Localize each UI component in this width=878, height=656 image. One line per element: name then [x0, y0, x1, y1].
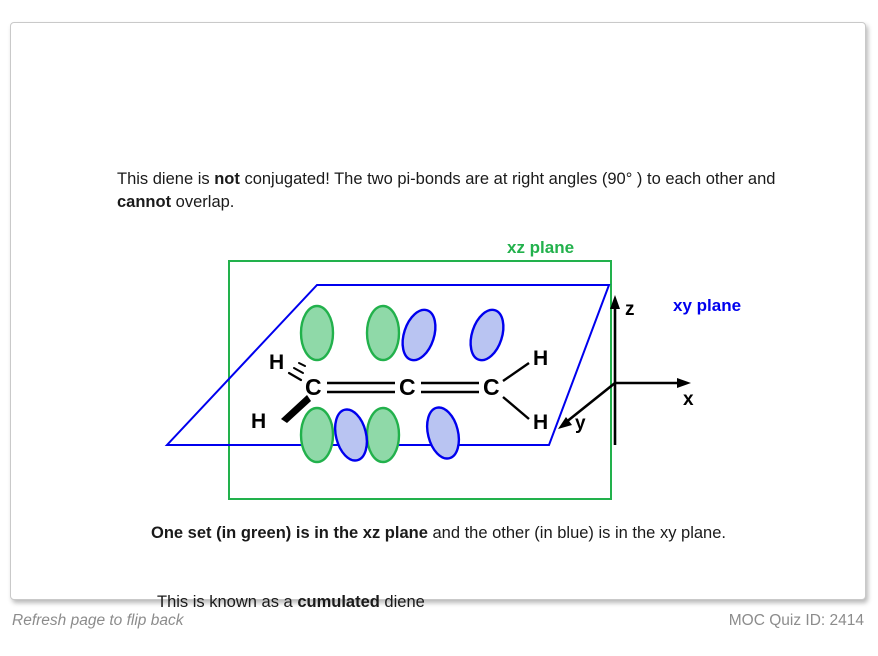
- atom-label-h-3: H: [533, 347, 549, 370]
- double-bond-right: [421, 383, 479, 392]
- refresh-hint: Refresh page to flip back: [12, 612, 184, 629]
- intro-text-2: conjugated! The two pi-bonds are at right angles (90° ) to each other and: [239, 169, 776, 188]
- orbital-green-up-2: [367, 306, 399, 360]
- orbital-diagram: [131, 223, 811, 513]
- intro-text-1: This diene is: [117, 169, 215, 188]
- quiz-card: [10, 22, 866, 611]
- orbital-blue-up-2: [465, 306, 510, 365]
- double-bond-left: [327, 383, 395, 392]
- atom-label-h-4: H: [533, 411, 549, 434]
- atom-label-c-3: C: [483, 374, 500, 400]
- xz-plane-rect: [229, 261, 611, 499]
- bond-right-upper: [503, 363, 529, 381]
- cumulated-text-2: diene: [379, 592, 425, 611]
- axis-x-arrow: [677, 378, 691, 388]
- orbital-green-down-1: [301, 408, 333, 462]
- label-axis-x: x: [683, 389, 694, 410]
- conclusion-bold-green: One set (in green) is in the xz plane: [151, 523, 428, 542]
- cumulated-text-1: This is known as a: [157, 592, 298, 611]
- atom-label-h-2: H: [251, 410, 267, 433]
- orbital-blue-up-1: [397, 306, 442, 365]
- quiz-id-label: MOC Quiz ID: 2414: [728, 612, 864, 629]
- atom-label-c-1: C: [305, 374, 322, 400]
- orbital-blue-down-2: [422, 404, 464, 462]
- intro-bold-not: not: [214, 169, 240, 188]
- axis-y-line: [565, 383, 615, 423]
- label-axis-y: y: [575, 413, 586, 434]
- orbital-blue-down-1: [330, 406, 372, 464]
- atom-label-c-2: C: [399, 374, 416, 400]
- atom-label-h-1: H: [269, 351, 285, 374]
- label-xy-plane: xy plane: [673, 296, 742, 315]
- orbital-green-up-1: [301, 306, 333, 360]
- orbital-green-down-2: [367, 408, 399, 462]
- conclusion-paragraph-1: [151, 522, 811, 546]
- bond-hash-left: [289, 363, 305, 380]
- conclusion-paragraph-2: [157, 591, 817, 615]
- intro-text-3: overlap.: [171, 193, 235, 212]
- intro-bold-cannot: cannot: [117, 193, 172, 212]
- label-xz-plane: xz plane: [507, 238, 575, 257]
- label-axis-z: z: [625, 299, 635, 320]
- intro-paragraph: [117, 168, 807, 216]
- cumulated-bold: cumulated: [297, 592, 380, 611]
- bond-right-lower: [503, 397, 529, 419]
- conclusion-rest: and the other (in blue) is in the xy plane.: [427, 523, 726, 542]
